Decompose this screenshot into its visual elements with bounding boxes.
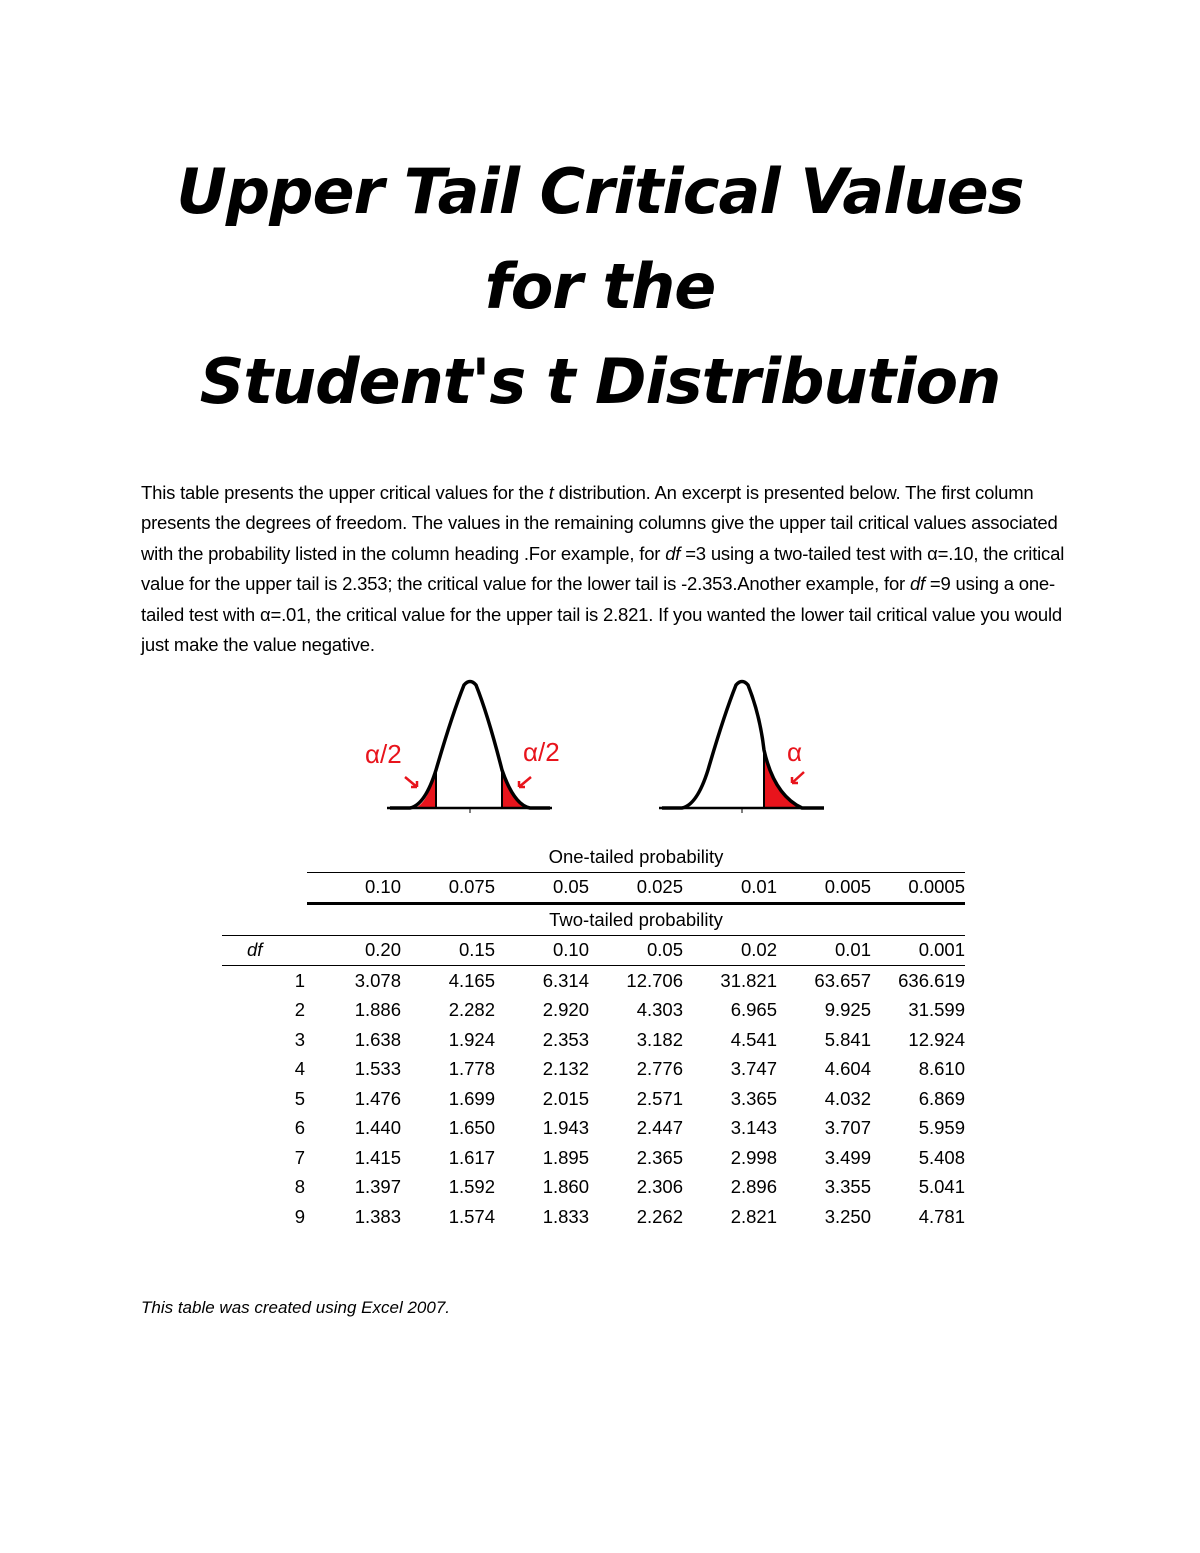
two-tailed-header: 0.10 [495,935,589,966]
table-row [222,1143,965,1173]
value-cell: 2.365 [636,1146,683,1168]
critical-values-table [222,842,965,1232]
two-tailed-caption: Two-tailed probability [307,904,965,936]
arrow-icon [519,777,531,787]
two-tailed-header-row [222,935,965,966]
df-cell: 3 [294,1028,305,1050]
value-cell: 5.841 [824,1028,871,1050]
value-cell: 63.657 [814,969,871,991]
df-cell: 6 [294,1117,305,1139]
table-row [222,996,965,1026]
value-cell: 1.650 [448,1117,495,1139]
value-cell: 1.638 [354,1028,401,1050]
value-cell: 1.860 [542,1176,589,1198]
value-cell: 2.821 [730,1205,777,1227]
value-cell: 31.821 [720,969,777,991]
value-cell: 4.032 [824,1087,871,1109]
value-cell: 5.959 [918,1117,965,1139]
one-tailed-header: 0.10 [307,872,401,904]
footer-note: This table was created using Excel 2007. [141,1298,451,1317]
value-cell: 1.886 [354,999,401,1021]
intro-text: =9 using a one-tailed test with α=.01, the critical value for the upper tail is 2.821. If you wanted the lower tail critical value you would just make the value negative. [141,573,1062,656]
value-cell: 2.571 [636,1087,683,1109]
one-tailed-header: 0.025 [589,872,683,904]
alpha-label: α [787,737,803,767]
value-cell: 1.699 [448,1087,495,1109]
alpha-half-right-label: α/2 [523,737,560,767]
title-line-1: Upper Tail Critical Values [176,155,1024,228]
table-row [222,1055,965,1085]
df-cell: 4 [294,1058,305,1080]
value-cell: 1.943 [542,1117,589,1139]
value-cell: 1.383 [354,1205,401,1227]
value-cell: 2.998 [730,1146,777,1168]
value-cell: 1.574 [448,1205,495,1227]
intro-df: df [909,573,925,595]
one-tailed-header: 0.075 [401,872,495,904]
two-tailed-caption-row [222,904,965,936]
value-cell: 6.965 [730,999,777,1021]
empty-cell [222,872,307,904]
table-row [222,1202,965,1232]
value-cell: 3.365 [730,1087,777,1109]
table-row [222,1084,965,1114]
df-cell: 8 [294,1176,305,1198]
intro-t: t [548,482,554,503]
value-cell: 4.165 [448,969,495,991]
two-tailed-header: 0.01 [777,935,871,966]
value-cell: 6.869 [918,1087,965,1109]
one-tailed-figure [659,682,824,814]
value-cell: 3.499 [824,1146,871,1168]
intro-text: This table presents the upper critical values for the [141,482,549,503]
df-cell: 5 [294,1087,305,1109]
two-tailed-header: 0.02 [683,935,777,966]
arrow-icon [792,772,804,783]
value-cell: 2.920 [542,999,589,1021]
empty-cell [222,842,307,872]
value-cell: 1.533 [354,1058,401,1080]
df-cell: 2 [294,999,305,1021]
value-cell: 3.355 [824,1176,871,1198]
value-cell: 1.415 [354,1146,401,1168]
one-tailed-header: 0.05 [495,872,589,904]
df-header: df [222,935,307,966]
value-cell: 3.182 [636,1028,683,1050]
intro-df: df [665,542,681,564]
intro-text: =3 using a two-tailed test with α=.10, the critical value for the upper tail is 2.353; the critical value for the lower tail is -2.353.Another example, for [141,542,1065,595]
value-cell: 3.250 [824,1205,871,1227]
intro-text: distribution. An excerpt is presented below. The first column presents the degrees of freedom. The values in the remaining columns give the upper tail critical values associated with the probability listed in the column heading .For example, for [141,482,1058,564]
value-cell: 6.314 [542,969,589,991]
value-cell: 4.303 [636,999,683,1021]
value-cell: 4.604 [824,1058,871,1080]
value-cell: 1.778 [448,1058,495,1080]
table-row [222,1025,965,1055]
two-tailed-header: 0.15 [401,935,495,966]
table-row [222,1114,965,1144]
two-tailed-header: 0.001 [871,935,965,966]
value-cell: 1.476 [354,1087,401,1109]
value-cell: 1.895 [542,1146,589,1168]
value-cell: 3.078 [354,969,401,991]
right-tail-shade [502,770,530,808]
value-cell: 1.440 [354,1117,401,1139]
value-cell: 1.397 [354,1176,401,1198]
one-tailed-header-row [222,872,965,904]
table-row [222,1173,965,1203]
alpha-half-left-label: α/2 [365,739,402,769]
one-tailed-header: 0.01 [683,872,777,904]
value-cell: 5.408 [918,1146,965,1168]
one-tailed-caption: One-tailed probability [307,842,965,872]
one-tailed-header: 0.0005 [871,872,965,904]
value-cell: 1.592 [448,1176,495,1198]
two-tailed-figure [365,682,560,814]
value-cell: 5.041 [918,1176,965,1198]
arrow-icon [405,777,417,787]
value-cell: 4.781 [918,1205,965,1227]
value-cell: 2.282 [448,999,495,1021]
value-cell: 31.599 [908,999,965,1021]
two-tailed-header: 0.05 [589,935,683,966]
value-cell: 2.015 [542,1087,589,1109]
one-tailed-caption-row [222,842,965,872]
value-cell: 8.610 [918,1058,965,1080]
value-cell: 9.925 [824,999,871,1021]
title-line-2: for the [484,250,716,323]
value-cell: 2.353 [542,1028,589,1050]
value-cell: 2.306 [636,1176,683,1198]
value-cell: 636.619 [898,969,965,991]
one-tailed-header: 0.005 [777,872,871,904]
df-cell: 9 [294,1205,305,1227]
value-cell: 1.617 [448,1146,495,1168]
df-cell: 1 [294,969,305,991]
value-cell: 12.924 [908,1028,965,1050]
empty-cell [222,904,307,936]
value-cell: 2.132 [542,1058,589,1080]
distribution-figures [365,675,840,820]
value-cell: 12.706 [626,969,683,991]
value-cell: 3.747 [730,1058,777,1080]
value-cell: 2.776 [636,1058,683,1080]
df-cell: 7 [294,1146,305,1168]
value-cell: 1.833 [542,1205,589,1227]
value-cell: 1.924 [448,1028,495,1050]
value-cell: 2.896 [730,1176,777,1198]
value-cell: 2.447 [636,1117,683,1139]
intro-paragraph [141,478,1071,660]
two-tailed-header: 0.20 [307,935,401,966]
value-cell: 3.143 [730,1117,777,1139]
table-row [222,966,965,996]
title-line-3: Student's t Distribution [199,345,1001,418]
value-cell: 3.707 [824,1117,871,1139]
value-cell: 4.541 [730,1028,777,1050]
value-cell: 2.262 [636,1205,683,1227]
